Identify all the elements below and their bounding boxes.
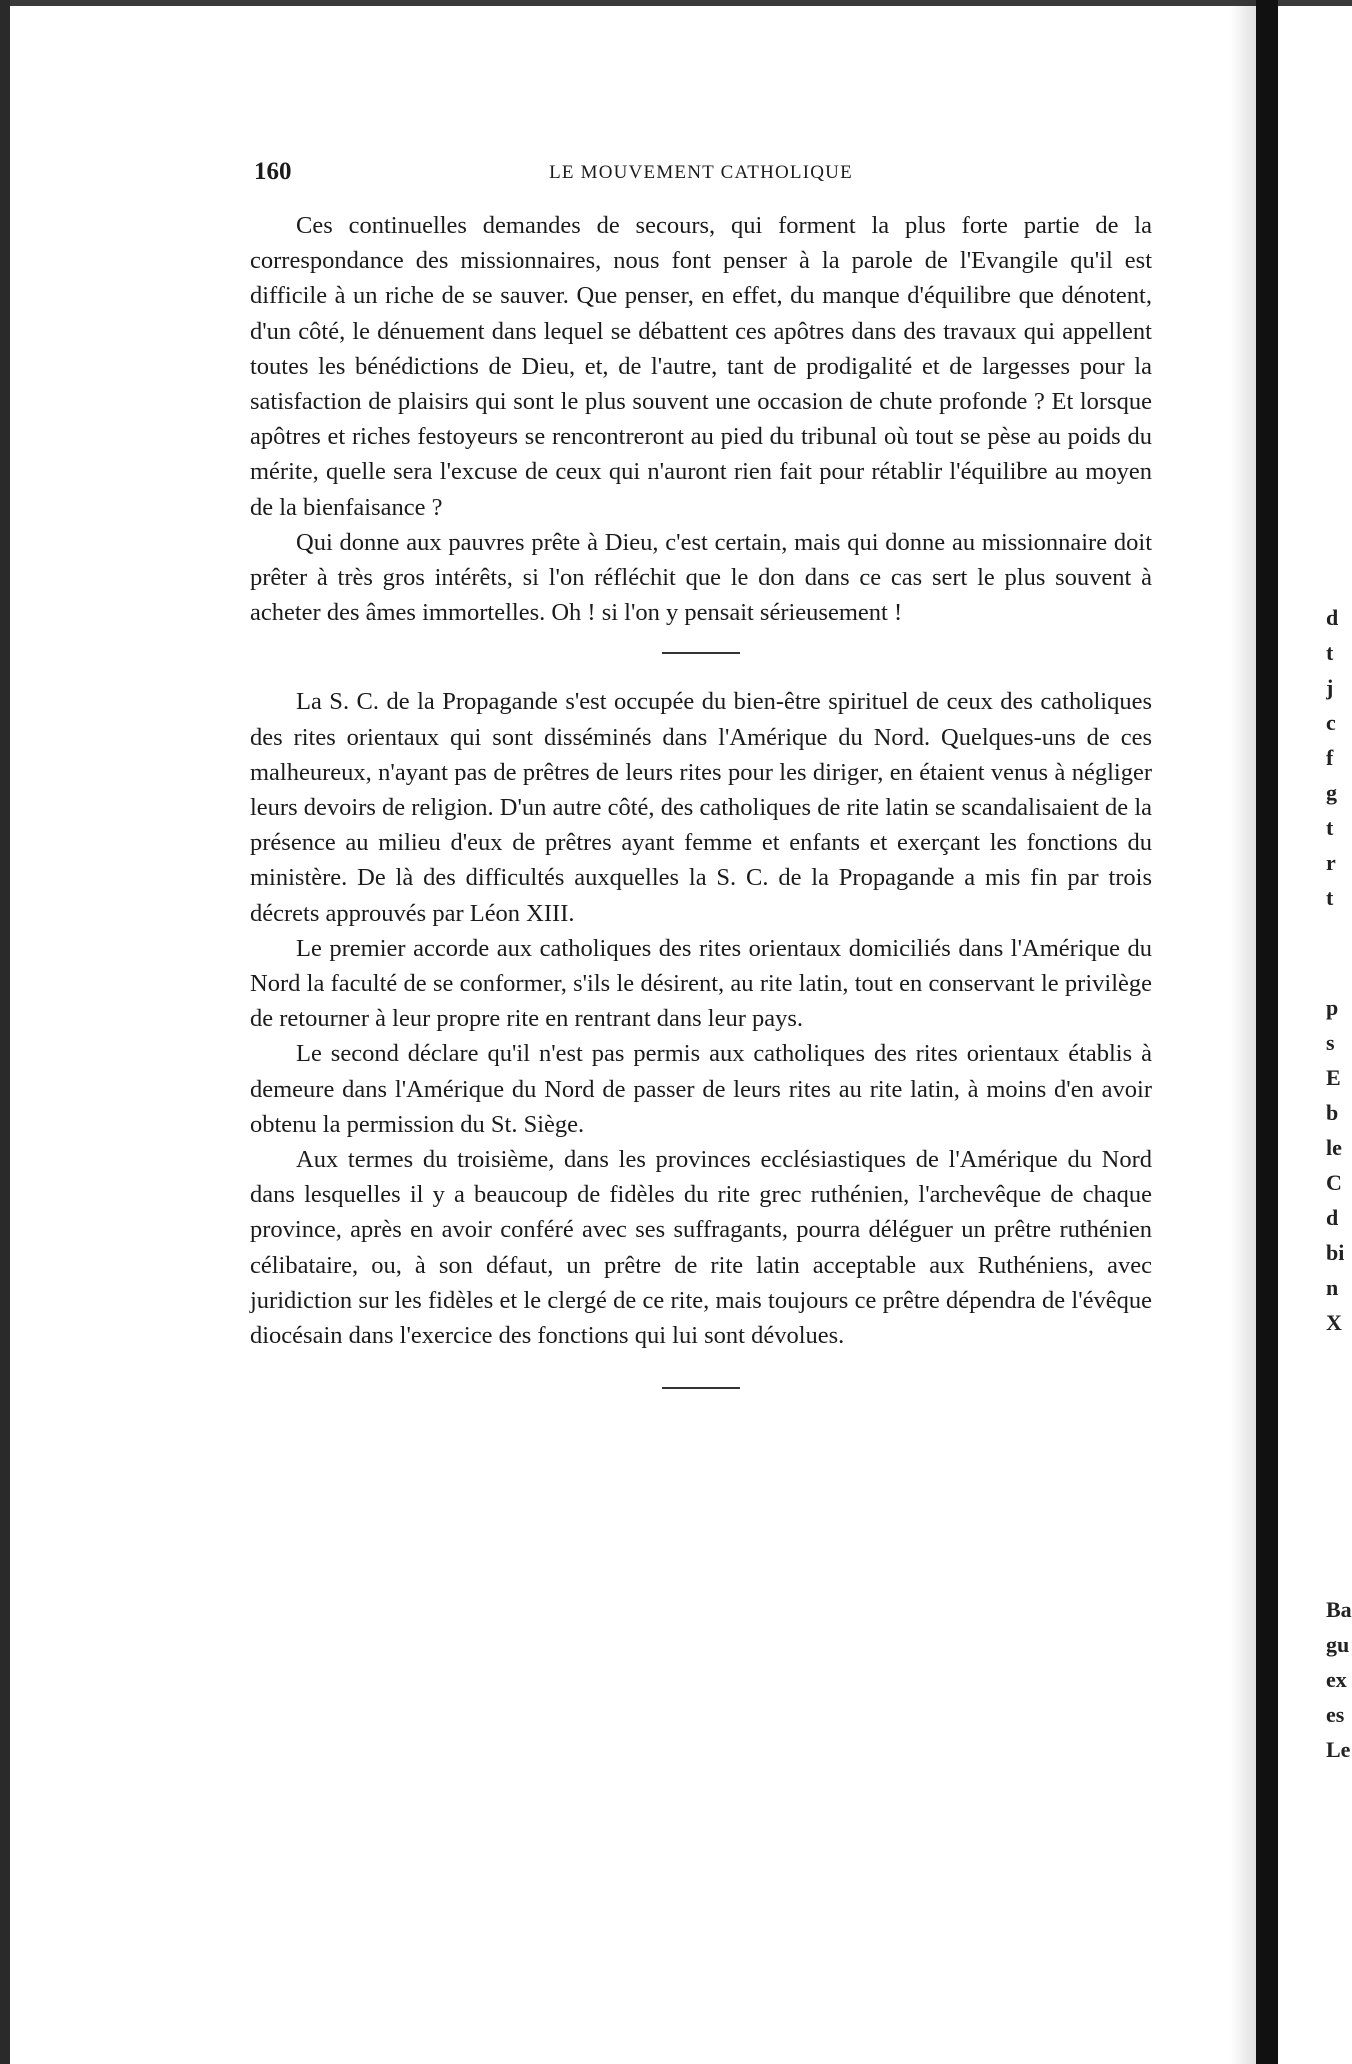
gutter-shadow	[1230, 0, 1256, 2064]
edge-fragment: b	[1326, 1100, 1339, 1125]
edge-fragment: gu	[1326, 1632, 1350, 1657]
edge-fragment: s	[1326, 1030, 1335, 1055]
edge-fragment: t	[1326, 885, 1334, 910]
edge-fragment: r	[1326, 850, 1336, 875]
edge-fragment: t	[1326, 815, 1334, 840]
scan-border-left	[0, 0, 10, 2064]
page-number: 160	[254, 158, 292, 185]
facing-page-edge-top	[1326, 600, 1352, 915]
edge-fragment: t	[1326, 640, 1334, 665]
section-divider	[662, 652, 740, 654]
edge-fragment: X	[1326, 1310, 1342, 1335]
book-gutter	[1256, 0, 1278, 2064]
running-head	[250, 158, 1152, 190]
paragraph-propagande: La S. C. de la Propagande s'est occupée du bien-être spirituel de ceux des catholiques des rites orientaux qui sont disséminés dans l'Amérique du Nord. Quelques-uns de ces malheureux, n'ayant pas de prêtres de leurs rites pour les diriger, en étaient venus à négliger leurs devoirs de religion. D'un autre côté, des catholiques de rite latin se scandalisaient de la présence au milieu d'eux de prêtres ayant femme et enfants et exerçant les fonctions du ministère. De là des difficultés auxquelles la S. C. de la Propagande a mis fin par trois décrets approuvés par Léon XIII.	[250, 688, 1152, 927]
edge-fragment: ex	[1326, 1667, 1347, 1692]
edge-fragment: p	[1326, 995, 1339, 1020]
edge-fragment: f	[1326, 745, 1334, 770]
edge-fragment: bi	[1326, 1240, 1345, 1265]
edge-fragment: C	[1326, 1170, 1342, 1195]
section-divider-end	[662, 1387, 740, 1389]
edge-fragment: j	[1326, 675, 1334, 700]
facing-page-edge-bottom	[1326, 1592, 1352, 1767]
paragraph-second-decret: Le second déclare qu'il n'est pas permis aux catholiques des rites orientaux établis à demeure dans l'Amérique du Nord de passer de leurs rites au rite latin, à moins d'en avoir obtenu la permission du St. Siège.	[250, 1040, 1152, 1138]
paragraph-premier-decret: Le premier accorde aux catholiques des rites orientaux domiciliés dans l'Amérique du Nord la faculté de se conformer, s'ils le désirent, au rite latin, tout en conservant le privilège de retourner à leur propre rite en rentrant dans leur pays.	[250, 934, 1152, 1033]
facing-page-edge-middle	[1326, 990, 1352, 1340]
edge-fragment: d	[1326, 1205, 1339, 1230]
edge-fragment: c	[1326, 710, 1336, 735]
edge-fragment: d	[1326, 605, 1339, 630]
running-title: LE MOUVEMENT CATHOLIQUE	[549, 162, 853, 183]
edge-fragment: E	[1326, 1065, 1341, 1090]
edge-fragment: n	[1326, 1275, 1339, 1300]
edge-fragment: es	[1326, 1702, 1345, 1727]
edge-fragment: Le	[1326, 1737, 1351, 1762]
book-page	[250, 158, 1152, 1389]
edge-fragment: g	[1326, 780, 1337, 805]
scan-border-top	[0, 0, 1352, 6]
paragraph-secours: Ces continuelles demandes de secours, qui forment la plus forte partie de la correspondance des missionnaires, nous font penser à la parole de l'Evangile qu'il est difficile à un riche de se sauver. Que penser, en effet, du manque d'équilibre que dénotent, d'un côté, le dénuement dans lequel se débattent ces apôtres dans des travaux qui appellent toutes les bénédictions de Dieu, et, de l'autre, tant de prodigalité et de largesses pour la satisfaction de plaisirs qui sont le plus souvent une occasion de chute profonde ? Et lorsque apôtres et riches festoyeurs se rencontreront au pied du tribunal où tout se pèse au poids du mérite, quelle sera l'excuse de ceux qui n'auront rien fait pour rétablir l'équilibre au moyen de la bienfaisance ?	[250, 212, 1152, 521]
paragraph-qui-donne: Qui donne aux pauvres prête à Dieu, c'est certain, mais qui donne au missionnaire doit prêter à très gros intérêts, si l'on réfléchit que le don dans ce cas sert le plus souvent à acheter des âmes immortelles. Oh ! si l'on y pensait sérieusement !	[250, 528, 1152, 627]
edge-fragment: le	[1326, 1135, 1342, 1160]
paragraph-troisieme-decret: Aux termes du troisième, dans les provinces ecclésiastiques de l'Amérique du Nord dans lesquelles il y a beaucoup de fidèles du rite grec ruthénien, l'archevêque de chaque province, après en avoir conféré avec ses suffragants, pourra déléguer un prêtre ruthénien célibataire, ou, à son défaut, un prêtre de rite latin acceptable aux Ruthéniens, avec juridiction sur les fidèles et le clergé de ce rite, mais toujours ce prêtre dépendra de l'évêque diocésain dans l'exercice des fonctions qui lui sont dévolues.	[250, 1146, 1152, 1350]
edge-fragment: Ba	[1326, 1597, 1352, 1622]
